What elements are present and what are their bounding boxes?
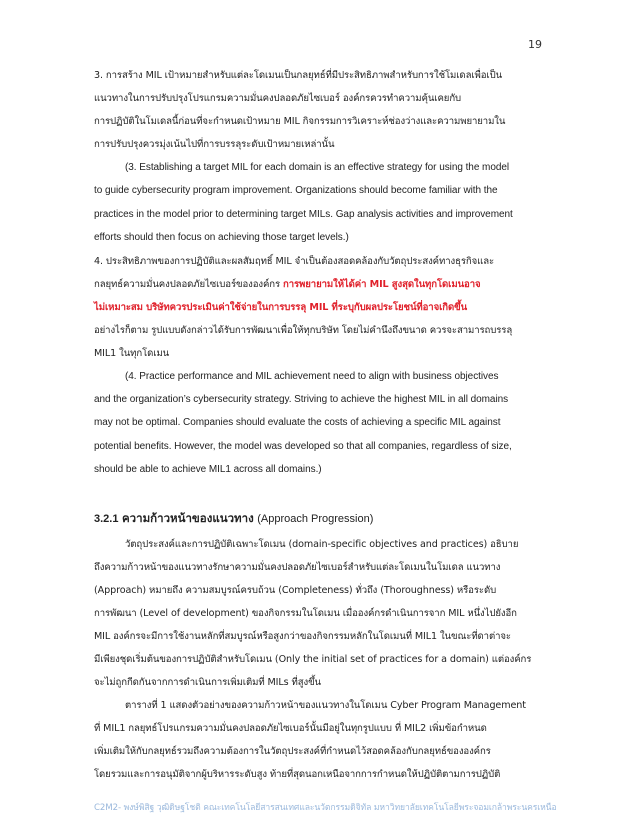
para4-en-line: should be able to achieve MIL1 across all domains.) (94, 464, 322, 476)
para4-th-highlight: การพยายามให้ได้ค่า MIL สูงสุดในทุกโดเมนอาจ (283, 278, 481, 290)
para3-en-line: (3. Establishing a target MIL for each domain is an effective strategy for using the model (125, 162, 510, 173)
page-footer: C2M2- พงษ์พิสิฐ วุฒิดิษฐโชติ คณะเทคโนโลยีสารสนเทศและนวัตกรรมดิจิทัล มหาวิทยาลัยเทคโนโลยีพระจอมเกล้าพระนครเหนือ (94, 803, 557, 813)
para3-th-line: 3. การสร้าง MIL เป้าหมายสำหรับแต่ละโดเมนเป็นกลยุทธ์ที่มีประสิทธิภาพสำหรับการใช้โมเดลเพื่อเป็น (94, 70, 503, 81)
section-para1-line: มีเพียงชุดเริ่มต้นของการปฏิบัติสำหรับโดเมน (Only the initial set of practices for a domain) แต่องค์กร (94, 653, 532, 665)
section-para2-line: โดยรวมและการอนุมัติจากผู้บริหารระดับสูง ท้ายที่สุดนอกเหนือจากการกำหนดให้ปฏิบัติตามการปฏิบัติ (94, 768, 501, 780)
section-heading (94, 506, 542, 531)
para3-th-line: แนวทางในการปรับปรุงโปรแกรมความมั่นคงปลอดภัยไซเบอร์ องค์กรควรทำความคุ้นเคยกับ (94, 93, 462, 104)
section-para1-line: (Approach) หมายถึง ความสมบูรณ์ครบถ้วน (Completeness) ทั่วถึง (Thoroughness) หรือระดับ (94, 584, 497, 596)
para3-th-line: การปฏิบัติในโมเดลนี้ก่อนที่จะกำหนดเป้าหมาย MIL กิจกรรมการวิเคราะห์ช่องว่างและความพยายามใน (94, 116, 506, 127)
para3-th-line: การปรับปรุงควรมุ่งเน้นไปที่การบรรลุระดับเป้าหมายเหล่านั้น (94, 139, 335, 150)
para4-th-highlight-line: ไม่เหมาะสม บริษัทควรประเมินค่าใช้จ่ายในการบรรลุ MIL ที่ระบุกับผลประโยชน์ที่อาจเกิดขึ้น (94, 301, 468, 313)
para4-th-line: อย่างไรก็ตาม รูปแบบดังกล่าวได้รับการพัฒนาเพื่อให้ทุกบริษัท โดยไม่คำนึงถึงขนาด ควรจะสามารถบรรลุ (94, 324, 513, 336)
section-number: 3.2.1 (94, 512, 119, 525)
section-para1-line: การพัฒนา (Level of development) ของกิจกรรมในโดเมน เมื่อองค์กรดำเนินการจาก MIL หนึ่งไปยังอีก (94, 607, 517, 619)
para3-en-line: to guide cybersecurity program improvement. Organizations should become familiar with the (94, 185, 498, 197)
section-para1-line: MIL องค์กรจะมีการใช้งานหลักที่สมบูรณ์หรือสูงกว่าของกิจกรรมหลักในโดเมนที่ MIL1 ในขณะที่ดาต่าจะ (94, 630, 511, 642)
section-title-th: ความก้าวหน้าของแนวทาง (121, 510, 254, 525)
para4-en-line: and the organization’s cybersecurity strategy. Striving to achieve the highest MIL in all domains (94, 394, 509, 406)
section-para1-line: วัตถุประสงค์และการปฏิบัติเฉพาะโดเมน (domain-specific objectives and practices) อธิบาย (125, 538, 519, 550)
para4-en-line: (4. Practice performance and MIL achievement need to align with business objectives (125, 370, 499, 382)
para4-en-line: may not be optimal. Companies should evaluate the costs of achieving a specific MIL against (94, 417, 501, 429)
section-para1-line: ถึงความก้าวหน้าของแนวทางรักษาความมั่นคงปลอดภัยไซเบอร์สำหรับแต่ละโดเมนในโมเดล แนวทาง (94, 561, 501, 573)
para4-th-line: 4. ประสิทธิภาพของการปฏิบัติและผลสัมฤทธิ์ MIL จำเป็นต้องสอดคล้องกับวัตถุประสงค์ทางธุรกิจและ (94, 255, 495, 267)
page-number: 19 (528, 38, 542, 51)
section-para2-line: เพิ่มเติมให้กับกลยุทธ์รวมถึงความต้องการในวัตถุประสงค์ที่กำหนดไว้สอดคล้องกับกลยุทธ์ขององค์กร (94, 745, 491, 757)
para3-en-line: practices in the model prior to determining target MILs. Gap analysis activities and improvement (94, 208, 513, 220)
page-content (94, 64, 542, 786)
section-para1-line: จะไม่ถูกกีดกันจากการดำเนินการเพิ่มเติมที่ MILs ที่สูงขึ้น (94, 676, 321, 688)
para3-en-line: efforts should then focus on achieving those target levels.) (94, 232, 349, 244)
section-para2-line: ตารางที่ 1 แสดงตัวอย่างของความก้าวหน้าของแนวทางในโดเมน Cyber Program Management (125, 699, 526, 711)
para4-en-line: potential benefits. However, the model was developed so that all companies, regardless of size, (94, 440, 512, 452)
para4-th-line: MIL1 ในทุกโดเมน (94, 347, 170, 359)
para4-th-plain: กลยุทธ์ความมั่นคงปลอดภัยไซเบอร์ขององค์กร (94, 278, 283, 290)
para4-th-line (94, 273, 542, 296)
section-para2-line: ที่ MIL1 กลยุทธ์โปรแกรมความมั่นคงปลอดภัยไซเบอร์นั้นมีอยู่ในทุกรูปแบบ ที่ MIL2 เพิ่มข้อกำหนด (94, 722, 487, 734)
section-title-en: (Approach Progression) (257, 512, 374, 525)
